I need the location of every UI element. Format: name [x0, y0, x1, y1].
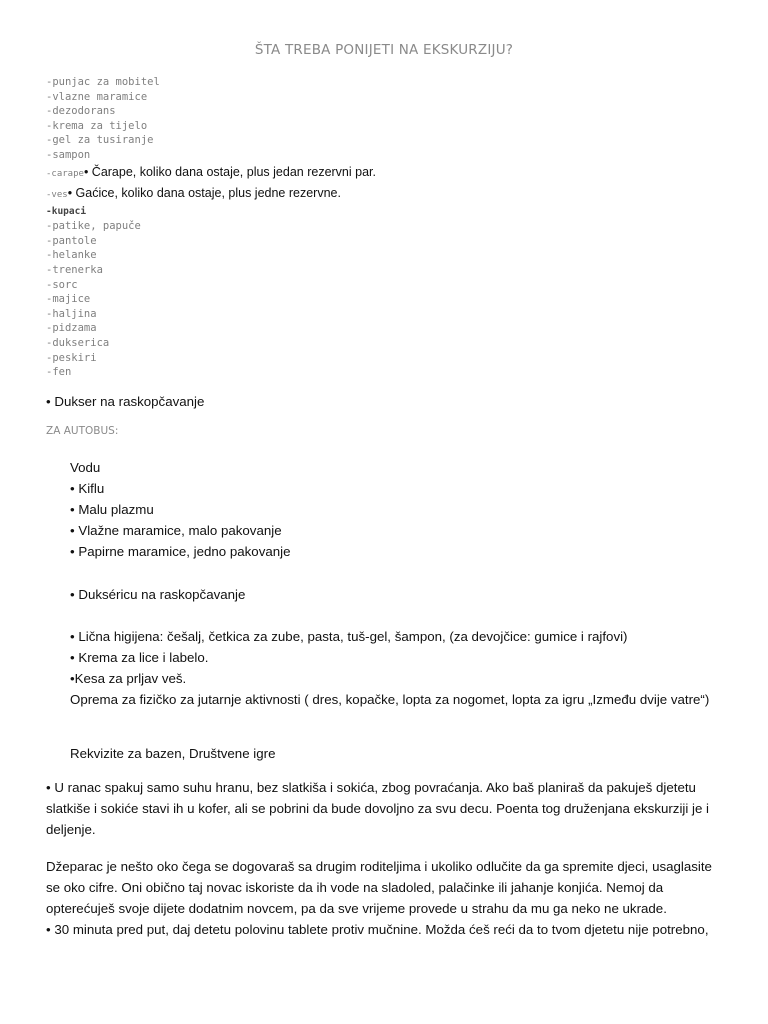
list-item [46, 163, 376, 184]
list-item: -punjac za mobitel [46, 76, 160, 88]
section-heading-bus: ZA AUTOBUS: [46, 425, 119, 437]
list-item: -patike, papuče [46, 220, 141, 233]
list-prefix: -carape [46, 168, 84, 179]
bus-item: • Papirne maramice, jedno pakovanje [70, 544, 291, 559]
list-item [46, 184, 376, 205]
list-item: -gel za tusiranje [46, 134, 154, 147]
bus-item: • Malu plazmu [70, 502, 154, 517]
minuta-paragraph: • 30 minuta pred put, daj detetu polovinu tablete protiv mučnine. Možda ćeš reći da to tvom djetetu nije potrebno, [46, 922, 709, 937]
dzeparac-paragraph: Džeparac je nešto oko čega se dogovaraš sa drugim roditeljima i ukoliko odlučite da ga spremite djeci, usaglasite se oko cifre. Oni obično taj novac iskoriste da ih vode na sladoled, palačinke ili jahanje konjića. Nemoj da opterećuješ svoje dijete dodatnim novcem, pa da sve vrijeme provede u strahu da mu ga neko ne ukrade. [46, 859, 712, 916]
rekviziti-line: Rekvizite za bazen, Društvene igre [70, 746, 276, 761]
bus-item: • Kiflu [70, 481, 105, 496]
dukserica-line: • Dukséricu na raskopčavanje [70, 587, 246, 602]
packing-list [46, 75, 376, 380]
bus-item: • Vlažne maramice, malo pakovanje [70, 523, 282, 538]
list-item: -helanke [46, 249, 97, 262]
list-item: -pantole [46, 234, 97, 247]
list-item: -pidzama [46, 322, 97, 335]
hygiene-item: • Lična higijena: češalj, četkica za zube, pasta, tuš-gel, šampon, (za devojčice: gumice i rajfovi) [70, 629, 628, 644]
bus-item: Vodu [70, 460, 101, 475]
page-title: ŠTA TREBA PONIJETI NA EKSKURZIJU? [254, 42, 514, 58]
list-item: -trenerka [46, 263, 103, 276]
list-note: • Čarape, koliko dana ostaje, plus jedan rezervni par. [83, 164, 376, 179]
list-item: -sampon [46, 148, 91, 161]
list-item: -kupaci [46, 205, 87, 217]
list-item: -haljina [46, 307, 97, 320]
list-prefix: -ves [46, 189, 68, 200]
list-item: -majice [46, 293, 91, 306]
list-item: -peskiri [46, 351, 97, 364]
hygiene-item: • Krema za lice i labelo. [70, 650, 209, 665]
hygiene-item: •Kesa za prljav veš. [70, 671, 187, 686]
list-item: -dukserica [46, 336, 110, 349]
list-note: • Gaćice, koliko dana ostaje, plus jedne rezervne. [67, 185, 341, 200]
list-item: -dezodorans [46, 105, 116, 118]
list-item: -fen [46, 366, 72, 379]
list-item: -krema za tijelo [46, 119, 148, 132]
list-item: -vlazne maramice [46, 90, 148, 103]
list-item: -sorc [46, 278, 78, 291]
dukser-line: • Dukser na raskopčavanje [46, 394, 205, 409]
ranac-paragraph: • U ranac spakuj samo suhu hranu, bez slatkiša i sokića, zbog povraćanja. Ako baš planiraš da pakuješ djetetu slatkiše i sokiće stavi ih u kofer, ali se pobrini da bude dovoljno za svu decu. Poenta tog druženjana ekskurziji je i deljenje. [46, 780, 710, 837]
oprema-paragraph: Oprema za fizičko za jutarnje aktivnosti ( dres, kopačke, lopta za nogomet, lopta za igru „Između dvije vatre“) [70, 692, 710, 707]
